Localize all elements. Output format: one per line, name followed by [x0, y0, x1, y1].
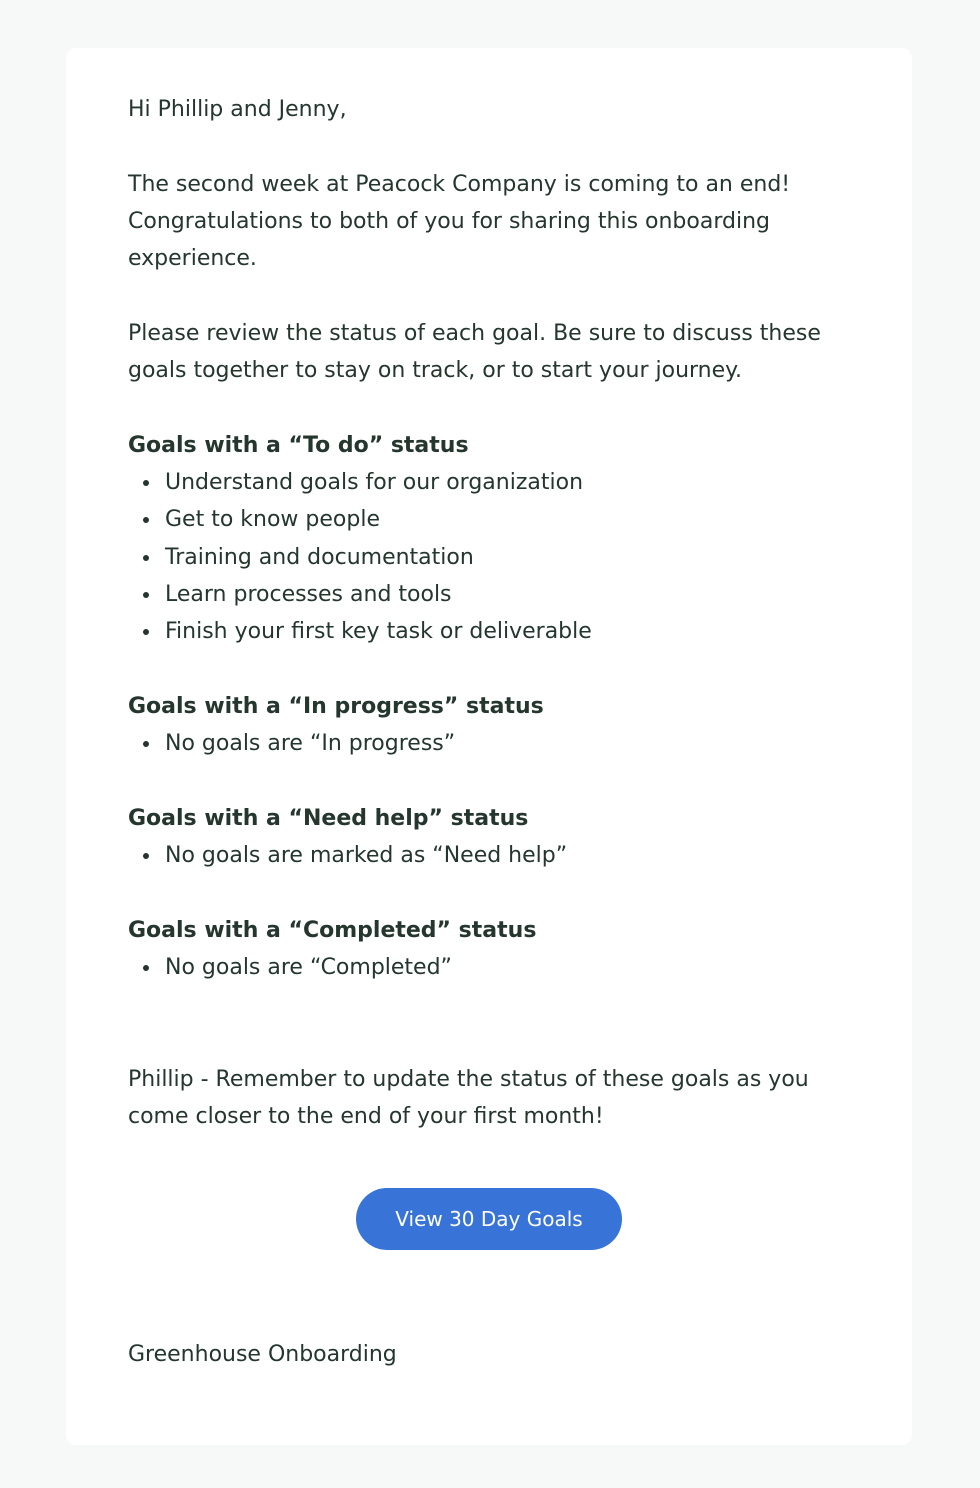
- list-item-label: Finish your first key task or deliverable: [165, 619, 592, 645]
- list-item: [128, 837, 858, 874]
- list-item-label: Training and documentation: [165, 544, 474, 570]
- section-heading: Goals with a “In progress” status: [128, 694, 544, 719]
- section-need-help: [128, 800, 858, 874]
- section-in-progress: [128, 688, 858, 762]
- bullet-icon: [143, 555, 149, 561]
- bullet-icon: [143, 741, 149, 747]
- section-completed: [128, 912, 858, 986]
- intro-paragraph: The second week at Peacock Company is coming to an end! Congratulations to both of you for sharing this onboarding experience.: [128, 172, 791, 271]
- list-item: [128, 613, 858, 650]
- bullet-icon: [143, 480, 149, 486]
- list-item: [128, 501, 858, 538]
- list-item-label: No goals are “In progress”: [165, 731, 456, 756]
- list-item: [128, 949, 858, 986]
- list-item: [128, 576, 858, 613]
- bullet-icon: [143, 965, 149, 971]
- list-item-label: No goals are marked as “Need help”: [165, 843, 568, 868]
- bullet-icon: [143, 592, 149, 598]
- section-heading: Goals with a “To do” status: [128, 433, 469, 458]
- bullet-icon: [143, 853, 149, 859]
- goal-list: [128, 464, 858, 650]
- signature: Greenhouse Onboarding: [128, 1342, 397, 1367]
- review-paragraph: Please review the status of each goal. Be sure to discuss these goals together to stay on track, or to start your journey.: [128, 321, 821, 383]
- goal-list: [128, 725, 858, 762]
- section-heading: Goals with a “Need help” status: [128, 806, 529, 831]
- greeting: Hi Phillip and Jenny,: [128, 97, 347, 122]
- goal-list: [128, 837, 858, 874]
- list-item: [128, 725, 858, 762]
- list-item: [128, 539, 858, 576]
- bullet-icon: [143, 629, 149, 635]
- email-card: [66, 48, 912, 1445]
- section-to-do: [128, 427, 858, 650]
- section-heading: Goals with a “Completed” status: [128, 918, 537, 943]
- list-item-label: Get to know people: [165, 507, 380, 533]
- list-item-label: Learn processes and tools: [165, 581, 452, 607]
- goal-list: [128, 949, 858, 986]
- reminder-paragraph: Phillip - Remember to update the status of these goals as you come closer to the end of your first month!: [128, 1067, 809, 1129]
- list-item-label: No goals are “Completed”: [165, 955, 452, 980]
- view-30-day-goals-button[interactable]: View 30 Day Goals: [356, 1188, 622, 1250]
- list-item-label: Understand goals for our organization: [165, 470, 584, 495]
- list-item: [128, 464, 858, 501]
- bullet-icon: [143, 517, 149, 523]
